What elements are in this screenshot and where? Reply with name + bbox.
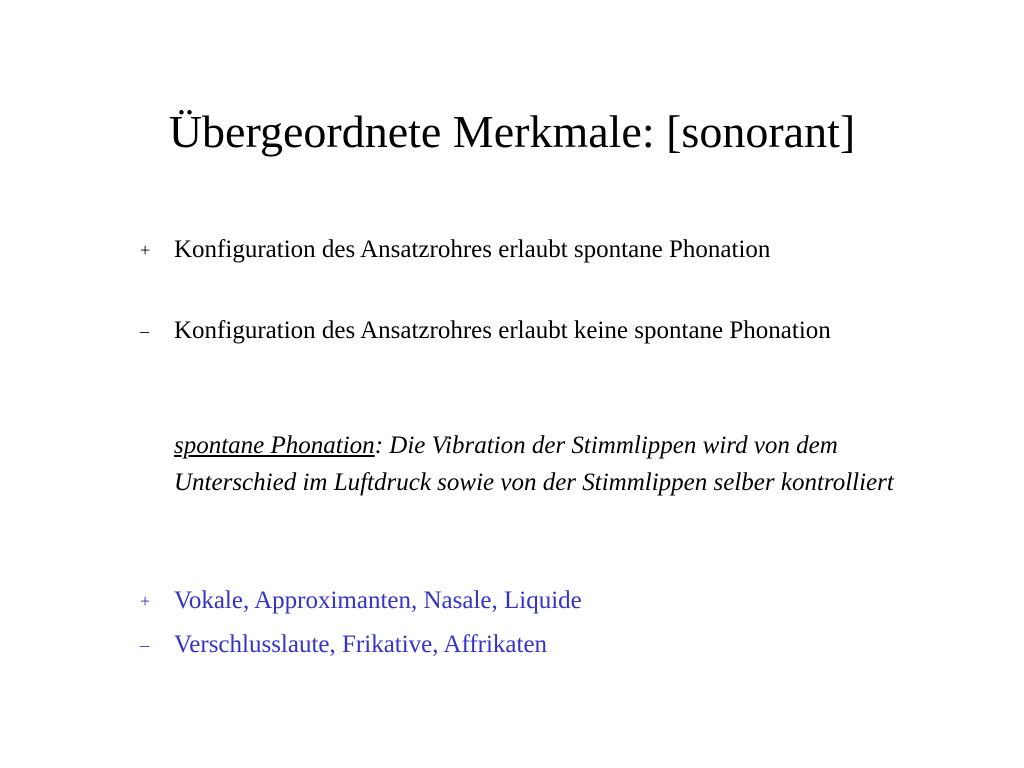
sonorant-examples-text: Vokale, Approximanten, Nasale, Liquide bbox=[174, 587, 582, 614]
minus-marker: – bbox=[140, 635, 149, 655]
plus-marker: + bbox=[140, 591, 151, 611]
definition-body: Die Vibration der Stimmlippen wird von dem Unterschied im Luftdruck sowie von der Stimmlippen selber kontrolliert bbox=[174, 432, 894, 496]
feature-minus-text: Konfiguration des Ansatzrohres erlaubt keine spontane Phonation bbox=[174, 317, 831, 344]
slide-title: Übergeordnete Merkmale: [sonorant] bbox=[168, 106, 856, 157]
definition-term: spontane Phonation bbox=[174, 432, 375, 459]
feature-plus-text: Konfiguration des Ansatzrohres erlaubt spontane Phonation bbox=[174, 236, 771, 263]
minus-marker: – bbox=[140, 321, 149, 341]
obstruent-examples-text: Verschlusslaute, Frikative, Affrikaten bbox=[174, 631, 548, 658]
definition-note bbox=[174, 427, 894, 501]
definition-colon: : bbox=[374, 432, 384, 459]
plus-marker: + bbox=[140, 240, 151, 260]
